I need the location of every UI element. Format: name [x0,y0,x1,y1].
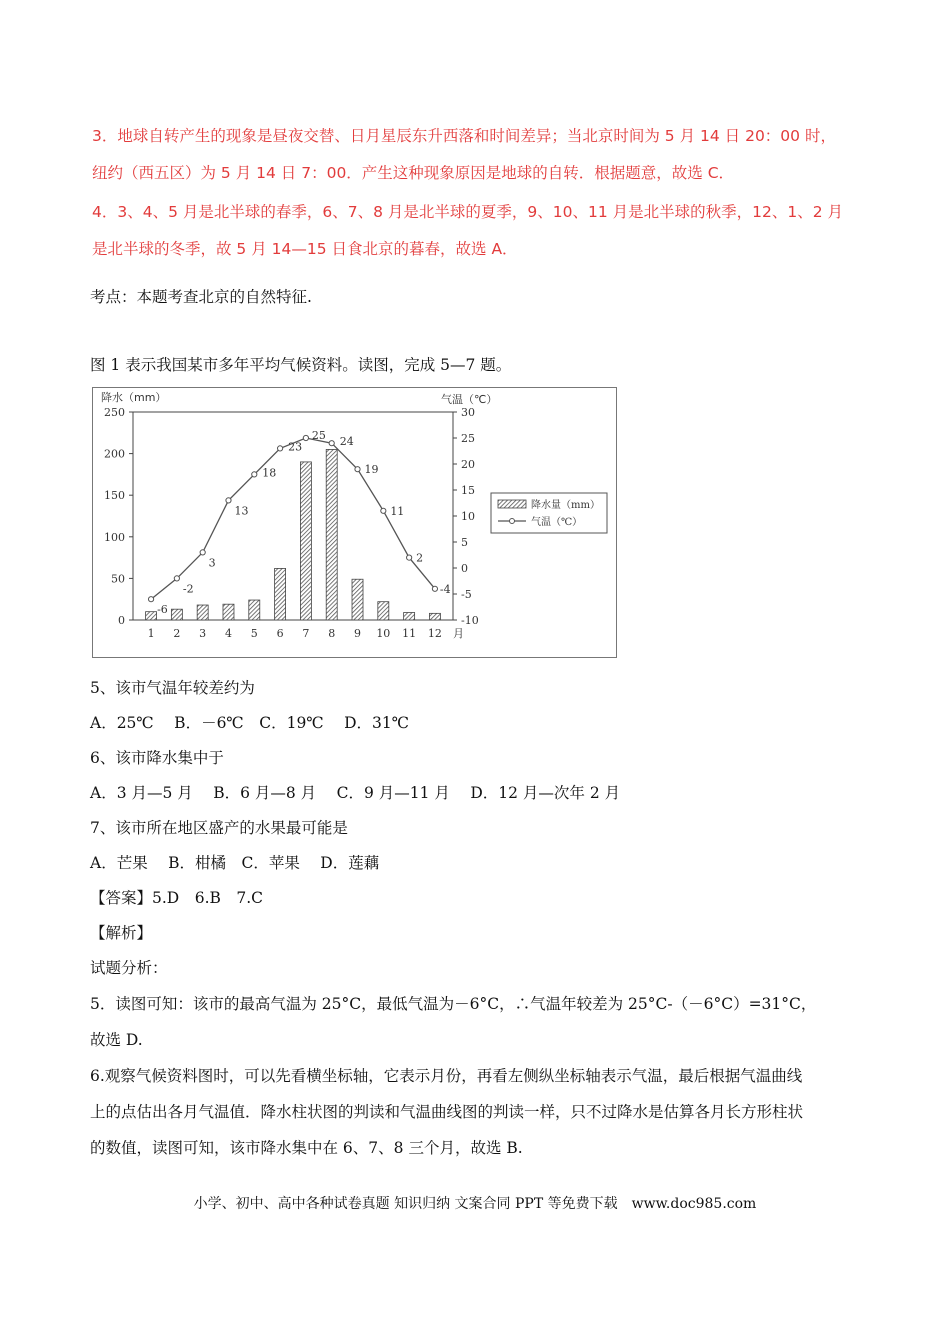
chart-intro: 图 1 表示我国某市多年平均气候资料。读图，完成 5—7 题。 [90,356,512,374]
red-answer-line-3: 4．3、4、5 月是北半球的春季，6、7、8 月是北半球的夏季，9、10、11 月是北半球的秋季，12、1、2 月 [92,203,843,221]
temp-point [303,435,308,440]
temp-point-label: 18 [262,466,277,480]
precip-bar [378,602,389,620]
temp-point [277,446,282,451]
x-unit-label: 月 [453,627,464,640]
temp-point [226,498,231,503]
left-tick-label: 250 [104,406,125,419]
temp-point [148,597,153,602]
x-tick-label: 3 [199,627,207,640]
x-tick-label: 4 [224,627,232,640]
kaodian-text: 考点：本题考查北京的自然特征. [90,288,312,306]
right-tick-label: -5 [461,588,472,601]
precip-bar [404,613,415,620]
q6-options: A．3 月—5 月 B．6 月—8 月 C．9 月—11 月 D．12 月—次年 2 月 [90,784,621,802]
right-tick-label: 10 [461,510,475,523]
x-tick-label: 12 [427,627,442,640]
legend [491,493,607,533]
precip-bar [197,605,208,620]
x-tick-label: 11 [402,627,417,640]
left-tick-label: 100 [104,530,125,544]
q7-stem: 7、该市所在地区盛产的水果最可能是 [90,819,348,837]
analysis-5-line-1: 5．读图可知：该市的最高气温为 25°C，最低气温为－6°C，∴气温年较差为 25°C-（－6°C）=31°C， [90,995,817,1013]
temp-point [200,550,205,555]
right-tick-label: -10 [461,614,479,627]
left-tick-label: 50 [111,572,125,586]
x-tick-label: 2 [173,627,181,640]
temp-point [252,472,257,477]
precip-bar [326,449,337,620]
x-tick-label: 7 [302,627,310,640]
right-tick-label: 20 [461,458,475,471]
legend-point-swatch [510,519,515,524]
x-tick-label: 10 [376,627,391,640]
right-tick-label: 15 [461,484,475,497]
analysis-title: 试题分析： [90,959,168,977]
left-tick-label: 200 [104,447,125,461]
analysis-6-line-2: 上的点估出各月气温值．降水柱状图的判读和气温曲线图的判读一样，只不过降水是估算各月长方形柱状 [90,1103,804,1121]
climate-chart-svg [93,388,615,656]
red-answer-line-1: 3．地球自转产生的现象是昼夜交替、日月星辰东升西落和时间差异；当北京时间为 5 月 14 日 20：00 时， [92,127,836,145]
temp-point-label: 25 [311,429,326,442]
red-answer-line-2: 纽约（西五区）为 5 月 14 日 7：00．产生这种现象原因是地球的自转．根据题意，故选 C． [92,164,735,182]
temp-point-label: 24 [339,435,354,449]
temp-point [174,576,179,581]
jiexi-heading: 【解析】 [90,924,153,942]
right-tick-label: 5 [461,536,468,549]
temp-point-label: 2 [416,551,424,565]
q5-options: A．25℃ B．－6℃ C．19℃ D．31℃ [90,714,410,732]
q7-options: A．芒果 B．柑橘 C．苹果 D．莲藕 [90,854,380,872]
legend-bar-swatch [498,500,526,508]
analysis-6-line-3: 的数值，读图可知，该市降水集中在 6、7、8 三个月，故选 B. [90,1139,523,1157]
footer-text: 小学、初中、高中各种试卷真题 知识归纳 文案合同 PPT 等免费下载 www.doc985.com [193,1196,757,1212]
precip-bar [275,568,286,620]
left-axis-label: 降水（mm） [101,391,167,404]
temp-point [329,441,334,446]
legend-precip-label: 降水量（mm） [531,500,600,511]
temp-point-label: 11 [390,504,405,518]
left-tick-label: 150 [104,489,125,503]
temp-point-label: 3 [208,556,216,570]
answer-line: 【答案】5.D 6.B 7.C [90,889,264,907]
temp-point [355,467,360,472]
temp-point-label: 23 [288,440,303,454]
x-tick-label: 9 [354,627,362,640]
temp-point-label: 19 [364,463,379,477]
right-tick-label: 25 [461,432,475,445]
x-tick-label: 1 [147,627,155,640]
temp-point-label: -2 [182,582,194,596]
precip-bar [300,462,311,620]
right-tick-label: 0 [461,562,468,575]
precip-bar [429,613,440,620]
analysis-5-line-2: 故选 D. [90,1031,143,1049]
temperature-line [151,438,435,599]
q6-stem: 6、该市降水集中于 [90,749,224,767]
temp-point-label: -4 [439,582,451,596]
precip-bar [352,579,363,620]
temp-point [432,586,437,591]
temp-point [407,555,412,560]
left-tick-label: 0 [118,614,125,627]
x-tick-label: 5 [250,627,258,640]
legend-temp-label: 气温（℃） [531,517,583,528]
q5-stem: 5、该市气温年较差约为 [90,679,255,697]
x-tick-label: 8 [328,627,336,640]
precip-bar [171,609,182,620]
x-tick-label: 6 [276,627,284,640]
red-answer-line-4: 是北半球的冬季，故 5 月 14—15 日食北京的暮春，故选 A． [92,240,518,258]
temp-point-label: -6 [157,603,168,617]
precip-bar [249,600,260,620]
right-axis-label: 气温（℃） [441,393,498,406]
analysis-6-line-1: 6.观察气候资料图时，可以先看横坐标轴，它表示月份，再看左侧纵坐标轴表示气温，最后根据气温曲线 [90,1067,803,1085]
precip-bar [223,604,234,620]
right-tick-label: 30 [461,406,475,419]
climate-chart [92,387,617,658]
temp-point [381,508,386,513]
temp-point-label: 13 [234,504,249,518]
precip-bar [146,612,157,620]
